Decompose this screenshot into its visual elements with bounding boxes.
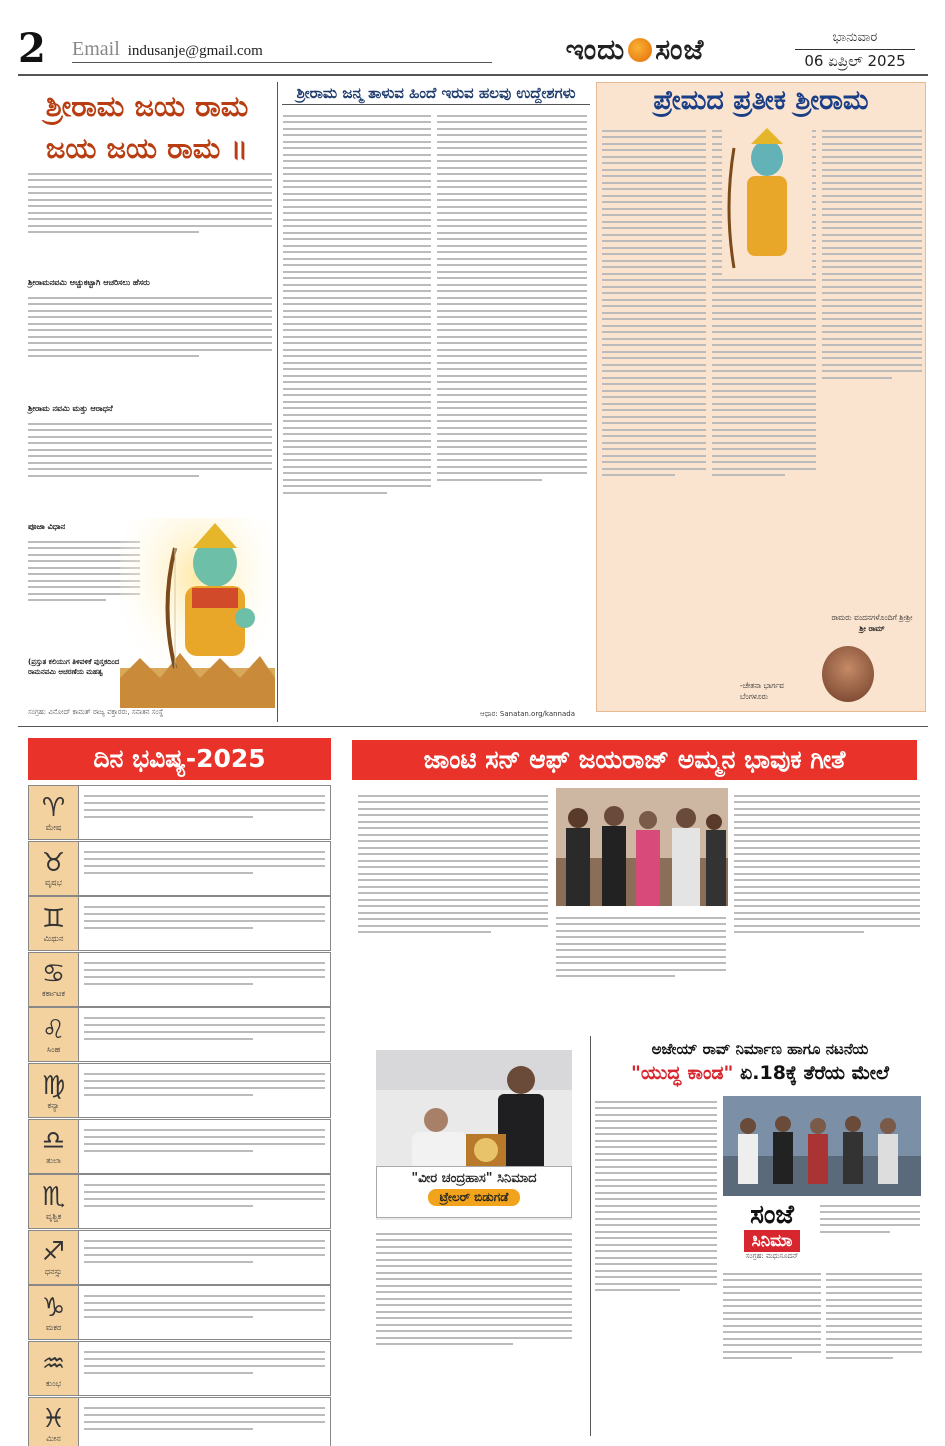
rama-subhead-3: ಪೂಜಾ ವಿಧಾನ (28, 522, 66, 531)
jointi-headline: ಜಾಂಟಿ ಸನ್ ಆಫ್ ಜಯರಾಜ್ ಅಮ್ಮನ ಭಾವುಕ ಗೀತೆ (352, 740, 917, 780)
horoscope-text (79, 786, 330, 839)
rama-headline (22, 85, 272, 169)
love-author-block (822, 612, 922, 634)
horoscope-sign-name: ಮೀನ (46, 1434, 61, 1444)
horoscope-row (28, 1285, 331, 1340)
ajay-headline-rest: ಏ.18ಕ್ಕೆ ತೆರೆಯ ಮೇಲೆ (740, 1062, 890, 1084)
pisces-icon: ♓ (41, 1404, 66, 1435)
jointi-team-photo (556, 788, 728, 906)
purpose-col-1 (283, 110, 431, 710)
horoscope-row (28, 1119, 331, 1174)
author-intro: ರಾಮರು ವಂದನಗಳೊಂದಿಗೆ ಶ್ರೀಶ್ರೀ (831, 613, 913, 622)
horoscope-sign-box (29, 1398, 79, 1446)
horoscope-text (79, 1231, 330, 1284)
horoscope-row (28, 896, 331, 951)
page-number: 2 (18, 25, 46, 72)
sanje-logo-note: ಸಂಗ್ರಹ: ಮಧುಸೂದನ್ (745, 1252, 799, 1260)
virgo-icon: ♍ (41, 1070, 66, 1101)
veera-body (376, 1228, 572, 1433)
horoscope-sign-box (29, 1008, 79, 1061)
email-label: Email (72, 38, 120, 60)
libra-icon: ♎ (41, 1126, 66, 1157)
rama-small-illustration (722, 128, 812, 278)
mid-rule (18, 726, 928, 727)
love-col-1 (602, 125, 706, 705)
jointi-col-1 (358, 790, 548, 1030)
date-day: ಭಾನುವಾರ (832, 30, 878, 45)
yuddha-kanda-team-photo (723, 1096, 921, 1196)
rama-subhead-1: ಶ್ರೀರಾಮನವಮಿ ಆಚ್ಚುಕಟ್ಟಾಗಿ ಆಚರಿಸಲು ಹೆಸರು (28, 278, 150, 287)
horoscope-text (79, 1064, 330, 1117)
sanje-logo-top: ಸಂಜೆ (750, 1200, 794, 1230)
horoscope-text (79, 1175, 330, 1228)
author-role: -ಚೇತನಾ ಭಾರ್ಗವ (740, 681, 784, 690)
author-credit (740, 680, 820, 702)
rama-image-credit: ಸಂಗ್ರಹ: ವಿನೋದ್ ಕಾಮತ್ ರಾಜ್ಯ ವಕ್ತಾರರು, ಸನಾತನ ಸಂಸ್ಥೆ (28, 708, 164, 716)
horoscope-sign-box (29, 786, 79, 839)
horoscope-text (79, 1286, 330, 1339)
ajay-headline (595, 1062, 925, 1084)
horoscope-row (28, 1007, 331, 1062)
horoscope-row (28, 841, 331, 896)
horoscope-sign-name: ವೃಶ್ಚಿಕ (45, 1211, 62, 1221)
rama-illustration (120, 518, 275, 708)
horoscope-sign-box (29, 1175, 79, 1228)
veera-caption: "ವೀರ ಚಂದ್ರಹಾಸ" ಸಿನಿಮಾದ (411, 1171, 537, 1186)
horoscope-sign-name: ಸಿಂಹ (46, 1044, 61, 1054)
horoscope-text (79, 1008, 330, 1061)
rama-book-note: (ಪ್ರಸ್ತುತ ಕಲಿಯುಗ ತಿಳಿವಳಿಕೆ ಪುಸ್ತಕದಿಂದ ರಾಮನವಮಿ ಆಚರಣೆಯ ಮಹತ್ವ (28, 658, 120, 676)
horoscope-sign-box (29, 1120, 79, 1173)
cancer-icon: ♋ (41, 959, 66, 990)
horoscope-sign-box (29, 1231, 79, 1284)
ajay-headline-highlight: "ಯುದ್ಧ ಕಾಂಡ" (630, 1062, 734, 1084)
horoscope-row (28, 1230, 331, 1285)
horoscope-sign-name: ಕುಂಭ (45, 1378, 62, 1388)
horoscope-sign-box (29, 1286, 79, 1339)
horoscope-row (28, 1341, 331, 1396)
horoscope-row (28, 952, 331, 1007)
aries-icon: ♈ (41, 792, 66, 823)
author-name: ಶ್ರೀ ರಾಮ್ (859, 624, 885, 633)
rama-headline-line2: ಜಯ ಜಯ ರಾಮ ॥ (45, 131, 249, 165)
rama-headline-line1: ಶ್ರೀರಾಮ ಜಯ ರಾಮ (45, 89, 249, 123)
horoscope-row (28, 1397, 331, 1446)
ajay-supertitle: ಅಜೇಯ್ ರಾವ್ ನಿರ್ಮಾಣ ಹಾಗೂ ನಟನೆಯ (651, 1040, 869, 1058)
email-block (72, 38, 263, 61)
email-address[interactable]: indusanje@gmail.com (127, 43, 263, 59)
col-divider-2 (590, 1036, 591, 1436)
ajay-col-3 (826, 1268, 922, 1434)
purpose-source: ಆಧಾರ: Sanatan.org/kannada (480, 710, 576, 718)
horoscope-sign-name: ವೃಷಭ (45, 878, 62, 888)
veera-trailer-tag: ಟ್ರೇಲರ್ ಬಿಡುಗಡೆ (428, 1189, 521, 1206)
masthead-logo (500, 30, 770, 70)
horoscope-text (79, 1342, 330, 1395)
sun-logo-icon (628, 38, 652, 62)
horoscope-sign-box (29, 897, 79, 950)
ajay-col-1 (595, 1096, 717, 1432)
purpose-rule (282, 104, 590, 105)
taurus-icon: ♉ (41, 848, 66, 879)
love-col-3 (822, 125, 922, 545)
horoscope-sign-box (29, 842, 79, 895)
horoscope-sign-name: ಕನ್ಯಾ (47, 1100, 60, 1110)
horoscope-sign-name: ಕರ್ಕಾಟಕ (42, 989, 65, 999)
rama-subhead-2: ಶ್ರೀರಾಮ ನವಮಿ ಮತ್ತು ಆರಾಧನೆ (28, 404, 113, 413)
horoscope-sign-box (29, 1064, 79, 1117)
date-box (795, 30, 915, 70)
scorpio-icon: ♏ (41, 1181, 66, 1212)
masthead-left: ಇಂದು (565, 33, 626, 66)
horoscope-text (79, 1398, 330, 1446)
gemini-icon: ♊ (41, 903, 66, 934)
love-headline: ಪ್ರೇಮದ ಪ್ರತೀಕ ಶ್ರೀರಾಮ (653, 85, 869, 116)
col-divider-1 (277, 82, 278, 722)
horoscope-sign-name: ಧನಸ್ಸು (44, 1267, 63, 1277)
horoscope-sign-name: ಮಿಥುನ (43, 933, 64, 943)
aquarius-icon: ♒ (41, 1348, 66, 1379)
date-value: 06 ಏಪ್ರಿಲ್ 2025 (795, 49, 915, 70)
masthead-right: ಸಂಜೆ (655, 33, 705, 66)
rama-body-3 (28, 418, 272, 518)
horoscope-title: ದಿನ ಭವಿಷ್ಯ-2025 (28, 738, 331, 780)
capricorn-icon: ♑ (41, 1292, 66, 1323)
purpose-col-2 (437, 110, 587, 702)
leo-icon: ♌ (41, 1014, 66, 1045)
ajay-col-2 (723, 1268, 821, 1434)
author-city: ಬೆಂಗಳೂರು (740, 692, 769, 701)
horoscope-sign-box (29, 953, 79, 1006)
horoscope-text (79, 897, 330, 950)
horoscope-text (79, 1120, 330, 1173)
author-photo (822, 646, 874, 702)
horoscope-sign-box (29, 1342, 79, 1395)
veera-caption-box (376, 1166, 572, 1218)
horoscope-text (79, 953, 330, 1006)
horoscope-row (28, 1063, 331, 1118)
sanje-logo-bottom: ಸಿನಿಮಾ (744, 1230, 801, 1252)
purpose-headline: ಶ್ರೀರಾಮ ಜನ್ಮ ತಾಳುವ ಹಿಂದೆ ಇರುವ ಹಲವು ಉದ್ದೇಶಗಳು (296, 84, 576, 102)
header-rule (72, 62, 492, 63)
sagittarius-icon: ♐ (41, 1237, 66, 1268)
jointi-col-2 (556, 912, 726, 1032)
horoscope-row (28, 1174, 331, 1229)
horoscope-row (28, 785, 331, 840)
horoscope-text (79, 842, 330, 895)
ajay-col-side (820, 1200, 920, 1262)
rama-body-intro (28, 168, 272, 278)
horoscope-sign-name: ತುಲಾ (46, 1156, 61, 1166)
horoscope-sign-name: ಮೇಷ (45, 822, 62, 832)
jointi-col-3 (734, 790, 920, 1030)
horoscope-sign-name: ಮಕರ (45, 1322, 62, 1332)
top-rule (18, 74, 928, 76)
rama-body-2 (28, 292, 272, 402)
sanje-cinema-logo (727, 1200, 817, 1262)
